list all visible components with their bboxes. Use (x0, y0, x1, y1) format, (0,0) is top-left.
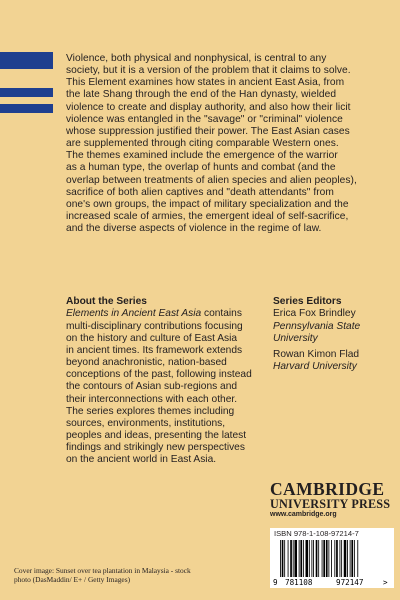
barcode (272, 540, 392, 586)
isbn-label: ISBN 978-1-108-97214-7 (274, 529, 359, 538)
barcode-stripe (328, 540, 329, 577)
barcode-stripe (299, 540, 300, 577)
editor-name: Erica Fox Brindley (273, 308, 356, 320)
barcode-stripe (313, 540, 314, 577)
blurb-line: as a human type, the overlap of hunts and combat (and the (66, 162, 336, 174)
about-line (66, 308, 261, 320)
about-line: their interconnections with each other. (66, 393, 238, 405)
cover-image-credit (14, 566, 266, 584)
series-editors (273, 296, 393, 373)
about-line: sources, environments, institutions, (66, 417, 226, 429)
blurb-line: whose suppression justified their power. The East Asian cases (66, 125, 350, 137)
about-line: findings and strikingly new perspectives (66, 442, 245, 454)
about-line: The series explores themes including (66, 405, 235, 417)
book-blurb (66, 53, 382, 235)
barcode-digits: 781108 (285, 578, 313, 586)
barcode-digits: 972147 (336, 578, 364, 586)
barcode-stripe (322, 540, 323, 577)
barcode-stripe (341, 540, 342, 577)
barcode-stripe (282, 540, 284, 577)
barcode-stripe (340, 540, 341, 577)
barcode-stripe (318, 540, 319, 577)
barcode-arrow: > (383, 578, 388, 586)
barcode-stripe (290, 540, 292, 577)
barcode-stripe (334, 540, 335, 577)
barcode-stripe (357, 540, 358, 577)
barcode-stripe (323, 540, 325, 577)
barcode-stripe (331, 540, 332, 577)
decorative-bar (0, 52, 53, 69)
isbn-barcode-box (270, 528, 394, 588)
series-title: Elements in Ancient East Asia (66, 308, 202, 320)
editors-heading: Series Editors (273, 296, 342, 307)
about-line: on the ancient world in East Asia. (66, 454, 217, 466)
barcode-stripe (294, 540, 297, 577)
blurb-line: sacrifice of both alien captives and "death attendants" from (66, 186, 334, 198)
about-line: on the history and culture of East Asia (66, 332, 238, 344)
barcode-stripe (309, 540, 310, 577)
blurb-line: violence was entangled in the "savage" or "criminal" violence (66, 113, 343, 125)
editor-affiliation: Harvard University (273, 361, 357, 373)
about-line: in ancient times. Its framework extends (66, 344, 243, 356)
editor-affiliation: University (273, 332, 318, 344)
blurb-line: increased scale of armies, the emergent ideal of self-sacrifice, (66, 211, 349, 223)
decorative-bar (0, 104, 53, 113)
barcode-stripe (293, 540, 294, 577)
blurb-line: one's own groups, the impact of military specialization and the (66, 198, 349, 210)
blurb-line: Violence, both physical and nonphysical, is central to any (66, 53, 327, 64)
editor-entry (273, 308, 393, 344)
barcode-stripe (350, 540, 351, 577)
blurb-line: are supplemented through citing comparable Western ones. (66, 138, 339, 150)
credit-line: Cover image: Sunset over tea plantation in Malaysia - stock (14, 566, 191, 575)
about-heading: About the Series (66, 296, 147, 307)
barcode-stripe (306, 540, 309, 577)
barcode-stripe (351, 540, 353, 577)
blurb-line: This Element examines how states in ancient East Asia, from (66, 77, 345, 89)
blurb-line: The themes examined include the emergence of the warrior (66, 150, 338, 162)
barcode-stripe (316, 540, 318, 577)
barcode-digits: 9 (273, 578, 278, 586)
blurb-line: violence to create and display authority, and also how their licit (66, 101, 351, 113)
barcode-stripe (354, 540, 355, 577)
barcode-stripe (344, 540, 347, 577)
about-line: beyond anachronistic, nation-based (66, 357, 227, 369)
publisher-logo (270, 481, 394, 520)
editor-name: Rowan Kimon Flad (273, 348, 360, 360)
about-the-series (66, 296, 261, 466)
about-line: conceptions of the past, following instead (66, 369, 252, 381)
blurb-line: the late Shang through the end of the Han dynasty, wielded (66, 89, 337, 101)
barcode-stripe (303, 540, 304, 577)
publisher-press: UNIVERSITY PRESS (270, 497, 391, 511)
blurb-line: society, but it is a version of the problem that it claims to solve. (66, 65, 351, 77)
barcode-stripe (347, 540, 348, 577)
blurb-line: and the diverse aspects of violence in the regime of law. (66, 223, 322, 235)
publisher-name: CAMBRIDGE (270, 479, 385, 499)
barcode-stripe (284, 540, 285, 577)
editor-affiliation: Pennsylvania State (273, 320, 361, 332)
editor-entry (273, 349, 393, 373)
barcode-stripe (311, 540, 312, 577)
barcode-stripe (280, 540, 281, 577)
barcode-stripe (300, 540, 302, 577)
about-line: peoples and ideas, presenting the latest (66, 429, 247, 441)
about-line: multi-disciplinary contributions focusing (66, 320, 243, 332)
barcode-stripe (326, 540, 328, 577)
about-body (66, 308, 261, 466)
publisher-url: www.cambridge.org (270, 511, 337, 518)
barcode-stripe (288, 540, 289, 577)
blurb-line: overlap between treatments of alien species and alien peoples), (66, 174, 357, 186)
about-line: the contours of Asian sub-regions and (66, 381, 238, 393)
about-line-rest: contains (201, 308, 242, 320)
credit-line: photo (DasMaddin/ E+ / Getty Images) (14, 575, 131, 584)
barcode-stripe (336, 540, 338, 577)
decorative-bar (0, 88, 53, 97)
